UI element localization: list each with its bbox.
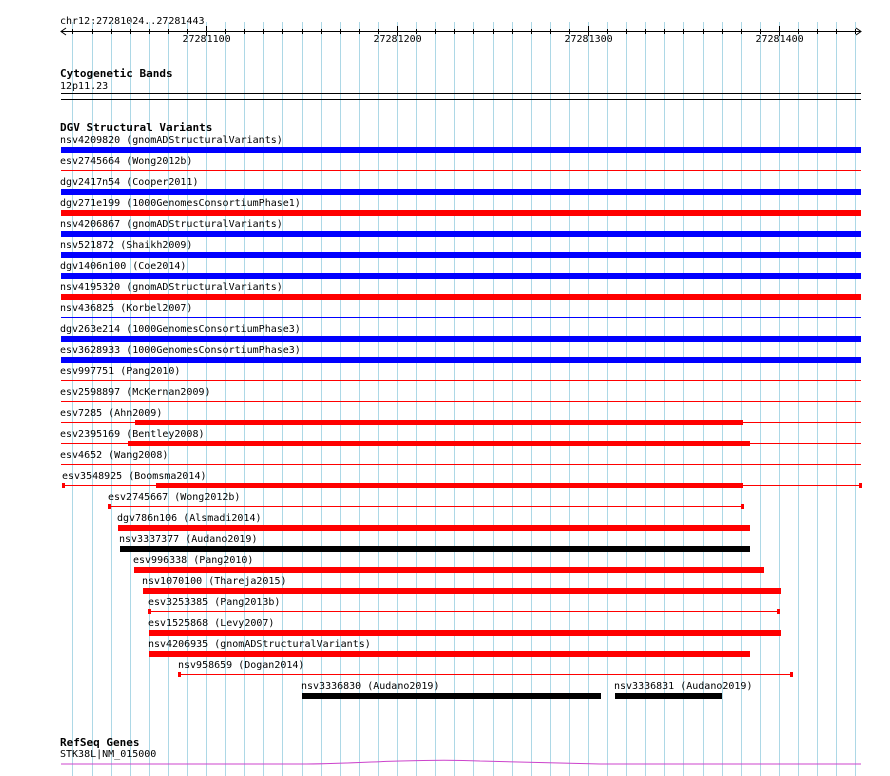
variant-bar [149, 630, 781, 636]
variant-bar [61, 210, 861, 216]
variant-label[interactable]: nsv958659 (Dogan2014) [178, 660, 305, 671]
variant-bar [61, 336, 861, 342]
variant-bar [61, 252, 861, 258]
variant-bar [61, 357, 861, 363]
ruler-tick-label: 27281200 [373, 34, 422, 45]
variant-bar [118, 525, 750, 531]
refseq-track-title: RefSeq Genes [60, 736, 140, 749]
variant-label[interactable]: esv997751 (Pang2010) [60, 366, 181, 377]
variant-label[interactable]: nsv3337377 (Audano2019) [119, 534, 258, 545]
variant-start-tick [178, 672, 181, 677]
variant-label[interactable]: nsv3336831 (Audano2019) [614, 681, 753, 692]
variant-label[interactable]: dgv786n106 (Alsmadi2014) [117, 513, 262, 524]
variant-label[interactable]: dgv271e199 (1000GenomesConsortiumPhase1) [60, 198, 301, 209]
variant-bar [61, 189, 861, 195]
variant-bar [143, 588, 781, 594]
variant-label[interactable]: dgv263e214 (1000GenomesConsortiumPhase3) [60, 324, 301, 335]
variant-label[interactable]: esv2745664 (Wong2012b) [60, 156, 193, 167]
variant-start-tick [148, 609, 151, 614]
variant-label[interactable]: nsv3336830 (Audano2019) [301, 681, 440, 692]
variant-label[interactable]: nsv1070100 (Thareja2015) [142, 576, 287, 587]
variant-label[interactable]: dgv2417n54 (Cooper2011) [60, 177, 199, 188]
ruler-tick-label: 27281100 [182, 34, 231, 45]
refseq-gene-label[interactable]: STK38L|NM_015000 [60, 749, 157, 760]
variant-bar [61, 147, 861, 153]
variant-label[interactable]: nsv4206935 (gnomADStructuralVariants) [148, 639, 371, 650]
variant-label[interactable]: esv2745667 (Wong2012b) [108, 492, 241, 503]
variant-bar [134, 567, 764, 573]
variant-label[interactable]: nsv436825 (Korbel2007) [60, 303, 193, 314]
variant-label[interactable]: esv4652 (Wang2008) [60, 450, 169, 461]
variant-start-tick [62, 483, 65, 488]
cytoband-label: 12p11.23 [60, 81, 109, 92]
variant-bar [149, 651, 750, 657]
variant-label[interactable]: nsv4195320 (gnomADStructuralVariants) [60, 282, 283, 293]
ruler-tick-label: 27281400 [755, 34, 804, 45]
variant-label[interactable]: esv2598897 (McKernan2009) [60, 387, 211, 398]
variant-label[interactable]: esv2395169 (Bentley2008) [60, 429, 205, 440]
variant-label[interactable]: esv3628933 (1000GenomesConsortiumPhase3) [60, 345, 301, 356]
variant-bar [120, 546, 750, 552]
variant-label[interactable]: esv7285 (Ahn2009) [60, 408, 163, 419]
variant-bar [61, 294, 861, 300]
dgv-track-title: DGV Structural Variants [60, 121, 213, 134]
variant-bar [61, 273, 861, 279]
variant-start-tick [108, 504, 111, 509]
variant-label[interactable]: dgv1406n100 (Coe2014) [60, 261, 187, 272]
ruler-tick-label: 27281300 [564, 34, 613, 45]
locus-label: chr12:27281024..27281443 [60, 16, 205, 27]
variant-label[interactable]: esv3548925 (Boomsma2014) [62, 471, 207, 482]
variant-label[interactable]: nsv4209820 (gnomADStructuralVariants) [60, 135, 283, 146]
variant-end-tick [790, 672, 793, 677]
variant-label[interactable]: esv1525868 (Levy2007) [148, 618, 275, 629]
variant-label[interactable]: nsv521872 (Shaikh2009) [60, 240, 193, 251]
variant-bar [61, 231, 861, 237]
variant-segment [156, 483, 743, 488]
variant-segment [135, 420, 743, 425]
variant-end-tick [777, 609, 780, 614]
variant-bar [302, 693, 601, 699]
variant-label[interactable]: esv3253385 (Pang2013b) [148, 597, 281, 608]
variant-label[interactable]: nsv4206867 (gnomADStructuralVariants) [60, 219, 283, 230]
variant-segment [128, 441, 750, 446]
variant-end-tick [741, 504, 744, 509]
cytoband-track-title: Cytogenetic Bands [60, 67, 173, 80]
variant-bar [615, 693, 722, 699]
variant-label[interactable]: esv996338 (Pang2010) [133, 555, 254, 566]
variant-end-tick [859, 483, 862, 488]
